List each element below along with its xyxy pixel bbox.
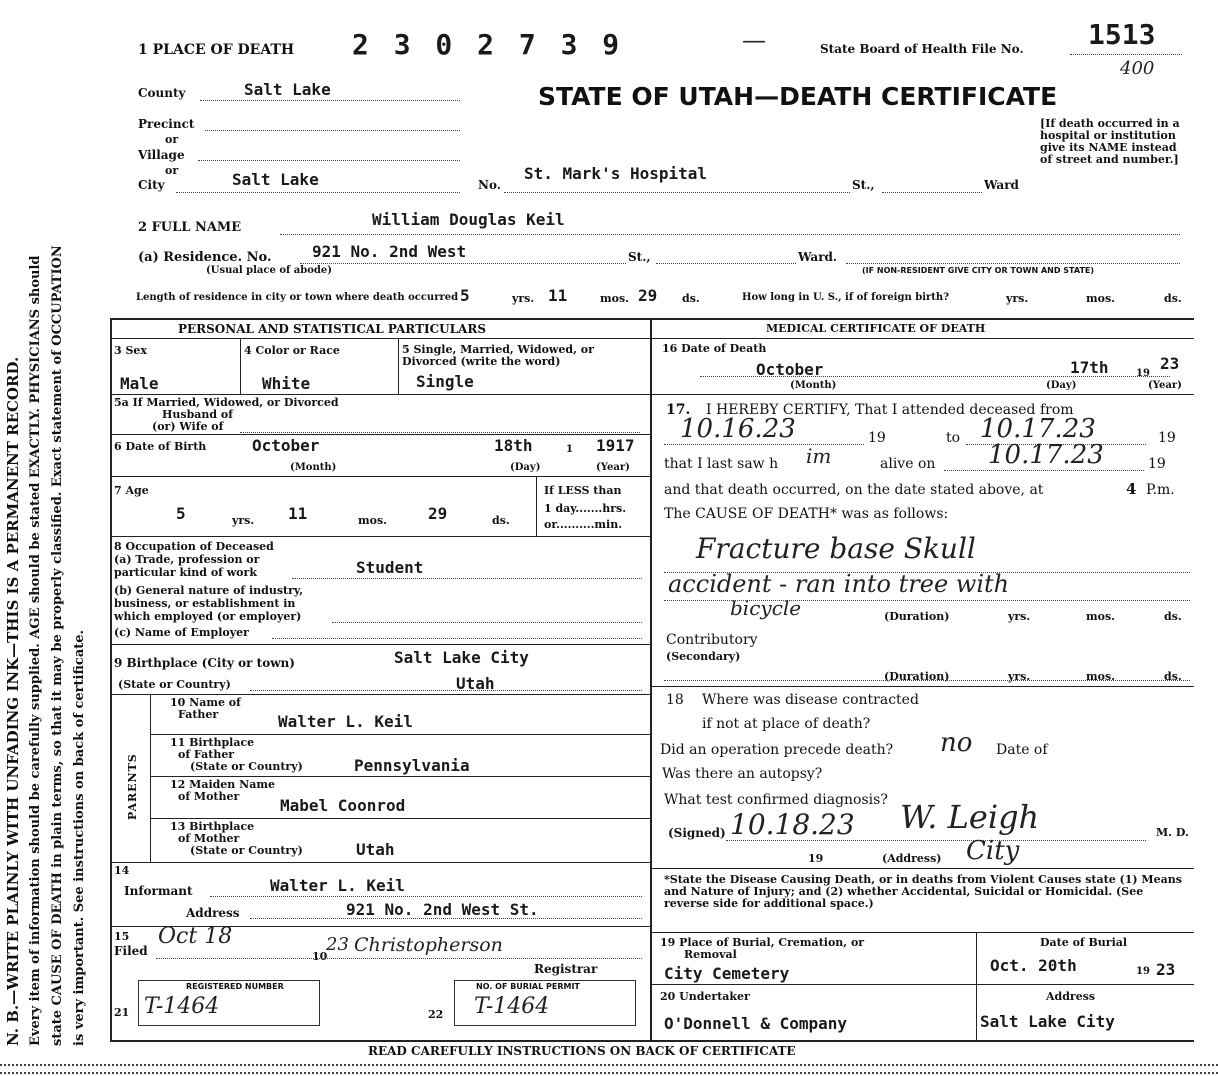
burial-date-label: Date of Burial: [1040, 936, 1128, 949]
length-mos-unit: mos.: [600, 292, 629, 305]
mother-label-2: of Mother: [178, 790, 240, 803]
personal-section-title: PERSONAL AND STATISTICAL PARTICULARS: [178, 322, 487, 336]
occ-b1: (b) General nature of industry,: [114, 584, 304, 597]
residence-value: 921 No. 2nd West: [312, 242, 467, 261]
burial-divider: [976, 932, 977, 1040]
st-label: St.,: [852, 178, 875, 192]
less-3: or..........min.: [544, 518, 623, 531]
hospital-value: St. Mark's Hospital: [524, 164, 708, 183]
occupation-label: 8 Occupation of Deceased: [114, 540, 274, 553]
county-line: [200, 100, 460, 101]
signed-19: 19: [808, 852, 824, 865]
father-bp-row-rule: [150, 776, 650, 777]
residence-label: (a) Residence. No.: [138, 250, 272, 265]
parents-label: PARENTS: [126, 753, 139, 820]
county-value: Salt Lake: [244, 80, 331, 99]
father-bp-label-3: (State or Country): [190, 760, 303, 773]
duration-mos-2: mos.: [1086, 670, 1115, 683]
us-label: How long in U. S., if of foreign birth?: [742, 292, 950, 303]
informant-line: [210, 896, 642, 897]
side-note-4: is very important. See instructions on back of certificate.: [72, 629, 87, 1046]
signed-label: (Signed): [668, 826, 726, 840]
dob-label: 6 Date of Birth: [114, 440, 207, 453]
less-2: 1 day.......hrs.: [544, 502, 627, 515]
age-less-divider: [536, 476, 537, 536]
occ-a2: particular kind of work: [114, 566, 257, 579]
full-name-label: 2 FULL NAME: [138, 220, 242, 235]
burial-year-prefix: 19: [1136, 966, 1150, 977]
disease-label-2: if not at place of death?: [702, 716, 871, 732]
birthplace-state: Utah: [456, 674, 495, 693]
personal-title-rule: [110, 338, 650, 339]
age-row-rule: [110, 536, 650, 537]
side-note-3: state CAUSE OF DEATH in plain terms, so that it may be properly classified. Exact statement of OCCUPATION: [50, 245, 65, 1046]
no-label: No.: [478, 178, 501, 192]
dash-mark: —: [742, 26, 766, 54]
birthplace-row-rule: [110, 694, 650, 695]
attended-from: 10.16.23: [680, 414, 796, 444]
burial-permit-value: T-1464: [474, 994, 550, 1019]
cause-line-2: accident - ran into tree with: [668, 570, 1010, 598]
md-label: M. D.: [1156, 826, 1189, 839]
death-year-prefix: 19: [1136, 368, 1150, 379]
side-note-2: Every item of information should be carefully supplied. AGE should be stated EXACTLY. PHYSICIANS should: [28, 255, 43, 1046]
contributory-label: Contributory: [666, 632, 758, 648]
filed-line: [156, 958, 642, 959]
secondary-label: (Secondary): [666, 650, 741, 663]
city-line: [176, 192, 460, 193]
marital-value: Single: [416, 372, 474, 391]
footer-border: [0, 1064, 1218, 1074]
undertaker-label: 20 Undertaker: [660, 990, 750, 1003]
race-label: 4 Color or Race: [244, 344, 340, 357]
us-mos: mos.: [1086, 292, 1115, 305]
parents-bottom-rule: [110, 862, 650, 863]
birthplace-state-line: [250, 690, 642, 691]
filed-label: Filed: [114, 944, 148, 958]
filed-date-hand: Oct 18: [158, 924, 233, 949]
death-month: October: [756, 360, 824, 379]
race-marital-divider: [398, 338, 399, 394]
residence-ward-fill: [846, 263, 1180, 264]
race-value: White: [262, 374, 311, 393]
length-yrs: 5: [460, 286, 470, 305]
left-rule: [110, 318, 112, 1042]
ward-line: [882, 192, 982, 193]
duration-ds-2: ds.: [1164, 670, 1182, 683]
father-bp-label-1: 11 Birthplace: [170, 736, 255, 749]
occ-b2: business, or establishment in: [114, 597, 296, 610]
operation-value: no: [940, 728, 973, 758]
dob-year-note: (Year): [596, 462, 630, 473]
precinct-line: [205, 130, 460, 131]
occupation-value: Student: [356, 558, 424, 577]
age-yrs: 5: [176, 504, 186, 523]
father-name: Walter L. Keil: [278, 712, 413, 731]
occ-b-line: [332, 622, 642, 623]
attended-to: 10.17.23: [980, 414, 1096, 444]
mother-label-1: 12 Maiden Name: [170, 778, 275, 791]
nonresident-note: (IF NON-RESIDENT GIVE CITY OR TOWN AND STATE): [862, 266, 1095, 275]
duration-yrs-1: yrs.: [1008, 610, 1031, 623]
death-ampm: P.m.: [1146, 482, 1175, 498]
occ-row-rule: [110, 644, 650, 645]
file-no-hand: 400: [1120, 58, 1155, 79]
death-day-note: (Day): [1046, 380, 1077, 391]
spouse-label-3: (or) Wife of: [152, 420, 224, 433]
dob-month-note: (Month): [290, 462, 337, 473]
us-yrs: yrs.: [1006, 292, 1029, 305]
hospital-note: [If death occurred in a hospital or institution give its NAME instead of street and number.]: [1040, 117, 1180, 166]
informant-address-label: Address: [186, 906, 240, 920]
burial-permit-prefix: 22: [428, 1008, 444, 1021]
age-mos: 11: [288, 504, 308, 523]
marital-label: 5 Single, Married, Widowed, or Divorced (write the word): [402, 343, 594, 368]
footnote-rule: [650, 932, 1194, 933]
disease-num: 18: [666, 692, 684, 708]
death-hour: 4: [1126, 480, 1137, 498]
certify-text: I HEREBY CERTIFY, That I attended deceased from: [706, 402, 1074, 418]
registrar-label: Registrar: [534, 962, 598, 976]
reg-number-value: T-1464: [144, 994, 220, 1019]
mother-name: Mabel Coonrod: [280, 796, 406, 815]
death-occurred-label: and that death occurred, on the date stated above, at: [664, 482, 1044, 498]
filed-num: 15: [114, 930, 130, 943]
length-mos: 11: [548, 286, 568, 305]
length-label: Length of residence in city or town where death occurred: [136, 292, 459, 303]
undertaker-value: O'Donnell & Company: [664, 1014, 848, 1033]
spouse-label-1: 5a If Married, Widowed, or Divorced: [114, 396, 339, 409]
reg-number-label: REGISTERED NUMBER: [186, 982, 284, 991]
age-yrs-unit: yrs.: [232, 514, 255, 527]
dob-day: 18th: [494, 436, 533, 455]
cause-line-3: bicycle: [730, 596, 802, 620]
address-label: (Address): [882, 852, 942, 865]
cause-label: The CAUSE OF DEATH* was as follows:: [664, 506, 949, 522]
death-year: 23: [1160, 354, 1180, 373]
residence-line: [300, 263, 626, 264]
or-1: or: [165, 133, 179, 146]
death-date-line: [700, 376, 1170, 377]
burial-date: Oct. 20th: [990, 956, 1077, 975]
death-year-note: (Year): [1148, 380, 1182, 391]
physician-signature: W. Leigh: [900, 798, 1040, 836]
informant-num: 14: [114, 864, 130, 877]
dob-year: 1917: [596, 436, 635, 455]
informant-address: 921 No. 2nd West St.: [346, 900, 539, 919]
father-label-2: Father: [178, 708, 219, 721]
length-yrs-unit: yrs.: [512, 292, 535, 305]
sex-label: 3 Sex: [114, 344, 147, 357]
signed-date: 10.18.23: [730, 808, 855, 841]
less-1: If LESS than: [544, 484, 622, 497]
mother-bp-label-3: (State or Country): [190, 844, 303, 857]
signed-line: [726, 840, 1146, 841]
residence-ward-line: [656, 263, 796, 264]
birthplace-label: 9 Birthplace (City or town): [114, 656, 295, 670]
father-row-rule: [150, 734, 650, 735]
duration-mos-1: mos.: [1086, 610, 1115, 623]
burial-permit-label: NO. OF BURIAL PERMIT: [476, 982, 580, 991]
no-line: [504, 192, 850, 193]
death-month-note: (Month): [790, 380, 837, 391]
informant-value: Walter L. Keil: [270, 876, 405, 895]
burial-rule: [650, 984, 1194, 985]
duration-label-1: (Duration): [884, 610, 950, 623]
last-saw-label: that I last saw h: [664, 456, 779, 472]
county-label: County: [138, 86, 186, 100]
burial-label-1: 19 Place of Burial, Cremation, or: [660, 936, 865, 949]
cause-line-1: Fracture base Skull: [696, 532, 976, 565]
file-no-line: [1070, 54, 1182, 55]
autopsy-label: Was there an autopsy?: [662, 766, 823, 782]
abode-note: (Usual place of abode): [206, 265, 332, 276]
spouse-row-rule: [110, 434, 650, 435]
or-2: or: [165, 164, 179, 177]
death-date-rule: [650, 394, 1194, 395]
place-of-death-label: 1 PLACE OF DEATH: [138, 42, 295, 58]
bottom-rule: [110, 1040, 1194, 1042]
certificate-title: STATE OF UTAH—DEATH CERTIFICATE: [538, 82, 1058, 111]
disease-label: Where was disease contracted: [702, 692, 919, 708]
residence-st-label: St.,: [628, 250, 651, 264]
occ-c-line: [272, 638, 642, 639]
spouse-line: [240, 432, 640, 433]
attended-from-19: 19: [868, 430, 886, 446]
residence-ward-label: Ward.: [798, 250, 838, 264]
physician-address: City: [966, 836, 1020, 866]
occ-a-line: [292, 578, 642, 579]
burial-place: City Cemetery: [664, 964, 790, 983]
death-date-label: 16 Date of Death: [662, 342, 767, 355]
age-label: 7 Age: [114, 484, 149, 497]
burial-year: 23: [1156, 960, 1176, 979]
father-bp-label-2: of Father: [178, 748, 235, 761]
duration-ds-1: ds.: [1164, 610, 1182, 623]
filed-year: 23: [326, 934, 349, 955]
file-no-label: State Board of Health File No.: [820, 42, 1024, 56]
dob-month: October: [252, 436, 320, 455]
middle-rule: [650, 318, 652, 1042]
village-line: [198, 160, 460, 161]
date-of-label: Date of: [996, 742, 1048, 758]
occ-c: (c) Name of Employer: [114, 626, 249, 639]
village-label: Village: [138, 148, 185, 162]
alive-date-line: [944, 470, 1144, 471]
alive-19: 19: [1148, 456, 1166, 472]
us-ds: ds.: [1164, 292, 1182, 305]
alive-on-label: alive on: [880, 456, 936, 472]
undertaker-address: Salt Lake City: [980, 1012, 1115, 1031]
mother-birthplace: Utah: [356, 840, 395, 859]
spouse-label-2: Husband of: [162, 408, 233, 421]
medical-section-title: MEDICAL CERTIFICATE OF DEATH: [766, 322, 986, 335]
certify-num: 17.: [666, 402, 691, 418]
mother-row-rule: [150, 818, 650, 819]
footer-instructions: READ CAREFULLY INSTRUCTIONS ON BACK OF CERTIFICATE: [368, 1044, 796, 1058]
undertaker-address-label: Address: [1046, 990, 1096, 1003]
reg-number-prefix: 21: [114, 1006, 130, 1019]
birthplace-city: Salt Lake City: [394, 648, 529, 667]
death-day: 17th: [1070, 358, 1109, 377]
top-rule: [110, 318, 1194, 320]
attended-to-label: to: [946, 430, 961, 446]
contributory-rule: [650, 686, 1194, 687]
informant-label: Informant: [124, 884, 193, 898]
length-ds-unit: ds.: [682, 292, 700, 305]
father-birthplace: Pennsylvania: [354, 756, 470, 775]
full-name-value: William Douglas Keil: [372, 210, 565, 229]
signed-rule: [650, 868, 1194, 869]
attended-from-line: [664, 444, 864, 445]
duration-label-2: (Duration): [884, 670, 950, 683]
age-mos-unit: mos.: [358, 514, 387, 527]
parents-left-rule: [150, 694, 151, 862]
mother-bp-label-1: 13 Birthplace: [170, 820, 255, 833]
father-label-1: 10 Name of: [170, 696, 241, 709]
ward-label: Ward: [984, 178, 1019, 192]
alive-date: 10.17.23: [988, 440, 1104, 470]
mother-bp-label-2: of Mother: [178, 832, 240, 845]
dob-row-rule: [110, 476, 650, 477]
dob-year-prefix: 1: [566, 444, 573, 455]
age-ds: 29: [428, 504, 448, 523]
last-saw-hand: im: [806, 444, 832, 468]
occ-a1: (a) Trade, profession or: [114, 553, 260, 566]
certificate-number: 2 3 0 2 7 3 9: [352, 28, 624, 61]
age-ds-unit: ds.: [492, 514, 510, 527]
dob-day-note: (Day): [510, 462, 541, 473]
file-no: 1513: [1088, 18, 1156, 51]
test-label: What test confirmed diagnosis?: [664, 792, 888, 808]
precinct-label: Precinct: [138, 117, 195, 131]
medical-title-rule: [650, 338, 1194, 339]
occ-b3: which employed (or employer): [114, 610, 302, 623]
duration-yrs-2: yrs.: [1008, 670, 1031, 683]
filed-ten: 10: [312, 950, 328, 963]
city-value: Salt Lake: [232, 170, 319, 189]
birthplace-state-label: (State or Country): [118, 678, 231, 691]
cause-footnote: *State the Disease Causing Death, or in deaths from Violent Causes state (1) Means and Nature of Injury; and (2) whether Accidental, Suicidal or Homicidal. (See reverse side for additional space.): [664, 873, 1182, 910]
attended-to-19: 19: [1158, 430, 1176, 446]
length-ds: 29: [638, 286, 658, 305]
full-name-line: [280, 234, 1180, 235]
burial-label-2: Removal: [684, 948, 737, 961]
side-note-1: N. B.—WRITE PLAINLY WITH UNFADING INK—THIS IS A PERMANENT RECORD.: [4, 356, 22, 1046]
sex-value: Male: [120, 374, 159, 393]
city-label: City: [138, 178, 165, 192]
sex-race-divider: [240, 338, 241, 394]
registrar-signature: Christopherson: [354, 934, 503, 956]
operation-label: Did an operation precede death?: [660, 742, 894, 758]
sex-row-rule: [110, 394, 650, 395]
